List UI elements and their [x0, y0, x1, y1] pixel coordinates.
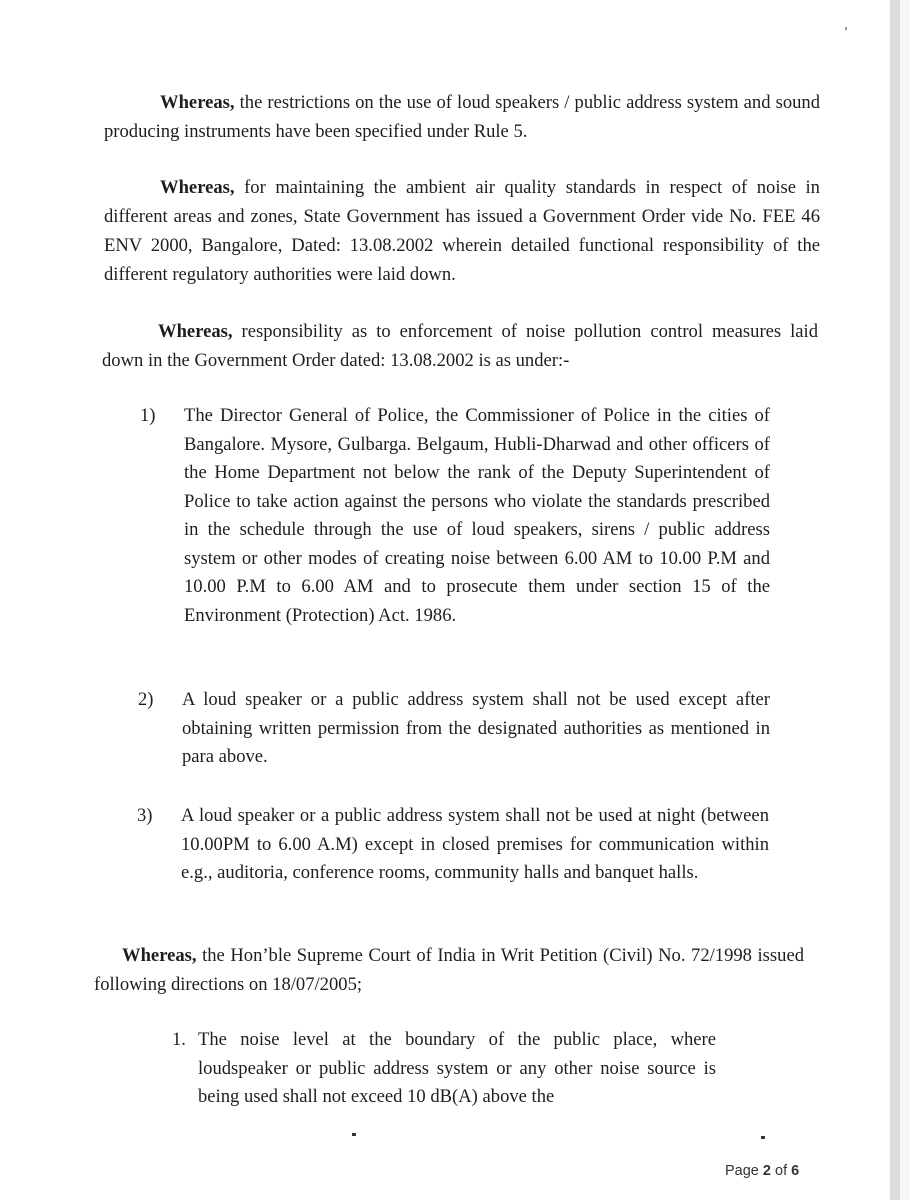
paragraph-text: the Hon’ble Supreme Court of India in Writ Petition (Civil) No. 72/1998 issued following directions on 18/07/2005;	[94, 945, 804, 995]
page-current: 2	[762, 1163, 771, 1179]
whereas-paragraph-rule-5	[104, 88, 820, 146]
list-item-3	[137, 802, 769, 917]
paragraph-lead: Whereas,	[160, 177, 235, 198]
page-number	[725, 1163, 799, 1179]
list-item-text: A loud speaker or a public address system shall not be used at night (between 10.00PM to 6.00 A.M) except in closed premises for communication within e.g., auditoria, conference rooms, community halls and banquet halls.	[181, 805, 769, 883]
page-edge-shadow	[890, 0, 900, 1200]
paragraph-lead: Whereas,	[158, 321, 233, 342]
list-item-number: 2)	[138, 689, 154, 710]
whereas-paragraph-responsibility	[102, 317, 818, 375]
paragraph-text: the restrictions on the use of loud speakers / public address system and sound producing instruments have been specified under Rule 5.	[104, 92, 821, 142]
list-item-1	[140, 402, 772, 662]
scan-speck	[352, 1133, 356, 1136]
page-total: 6	[791, 1163, 800, 1179]
list-item-text: A loud speaker or a public address system shall not be used except after obtaining written permission from the designated authorities as mentioned in para above.	[182, 689, 770, 767]
whereas-paragraph-government-order	[104, 173, 820, 289]
page-word: Page	[725, 1163, 759, 1179]
list-item-text: The Director General of Police, the Commissioner of Police in the cities of Bangalore. Mysore, Gulbarga. Belgaum, Hubli-Dharwad and other officers of the Home Department not below the rank of the Deputy Superintendent of Police to take action against the persons who violate the standards prescribed in the schedule through the use of loud speakers, sirens / public address system or other modes of creating noise between 6.00 AM to 10.00 P.M and 10.00 P.M to 6.00 AM and to prosecute them under section 15 of the Environment (Protection) Act. 1986.	[184, 405, 770, 626]
paragraph-lead: Whereas,	[160, 92, 235, 113]
paragraph-text: for maintaining the ambient air quality standards in respect of noise in different areas and zones, State Government has issued a Government Order vide No. FEE 46 ENV 2000, Bangalore, Dated: 13.08.2002 wherein detailed functional responsibility of the different regulatory authorities were laid down.	[104, 177, 820, 285]
scan-speck	[845, 27, 847, 30]
of-word: of	[775, 1163, 788, 1179]
scan-speck	[761, 1136, 765, 1139]
court-direction-item-1	[172, 1026, 720, 1116]
list-item-number: 3)	[137, 805, 153, 826]
paragraph-lead: Whereas,	[122, 945, 197, 966]
paragraph-text: responsibility as to enforcement of noise pollution control measures laid down in the Government Order dated: 13.08.2002 is as under:-	[102, 321, 818, 371]
list-item-2	[138, 686, 770, 776]
whereas-paragraph-supreme-court	[94, 941, 804, 999]
list-item-number: 1)	[140, 405, 156, 426]
court-direction-number: 1.	[172, 1029, 186, 1050]
court-direction-text: The noise level at the boundary of the public place, where loudspeaker or public address system or any other noise source is being used shall not exceed 10 dB(A) above the	[198, 1029, 716, 1107]
